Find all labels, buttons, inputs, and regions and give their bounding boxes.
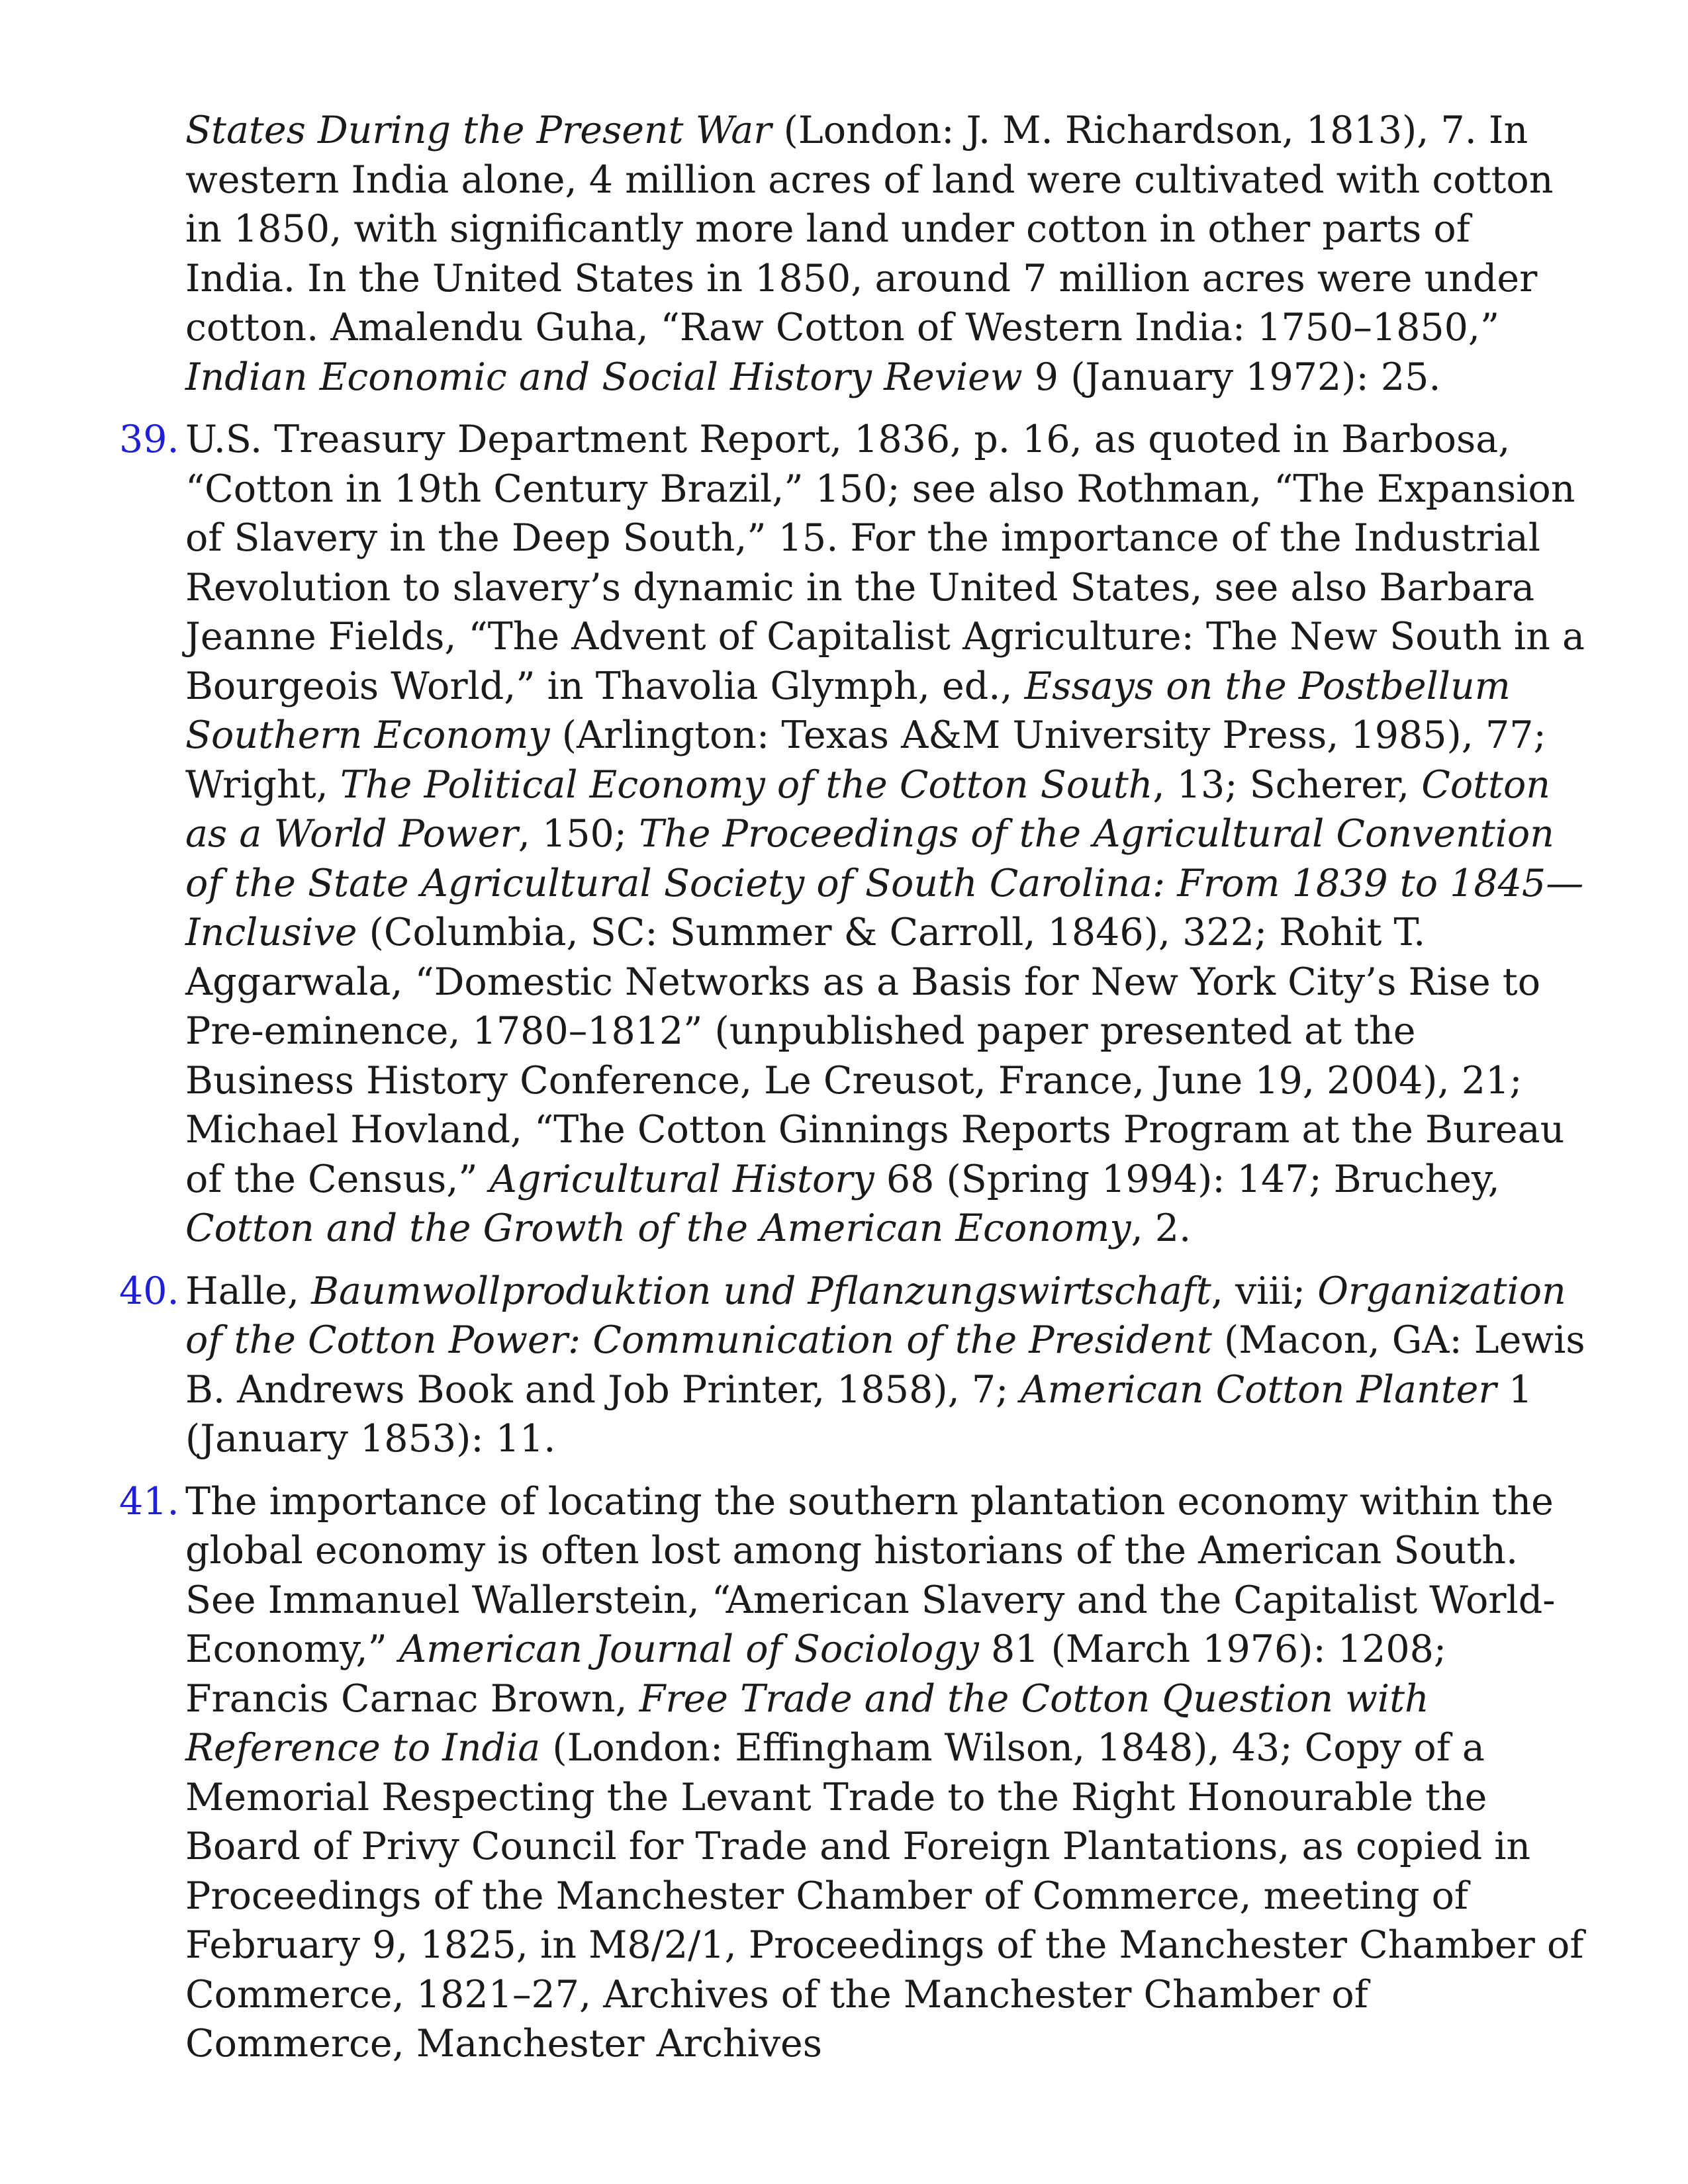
note-text-segment: Organization of the Cotton Power: Communication of the President (185, 1269, 1566, 1362)
note-text-segment: U.S. Treasury Department Report, 1836, p. 16, as quoted in Barbosa, “Cotton in 19th Century Brazil,” 150; see also Rothman, “The Expansion of Slavery in the Deep South,” 15. For the importance of the Industrial Revolution to slavery’s dynamic in the United States, see also Barbara Jeanne Fields, “The Advent of Capitalist Agriculture: The New South in a Bourgeois World,” in Thavolia Glymph, ed., (185, 418, 1585, 708)
note-text-segment: Baumwollproduktion und Pflanzungswirtschaft (311, 1269, 1211, 1313)
note-text-segment: (London: Effingham Wilson, 1848), 43; Copy of a Memorial Respecting the Levant Trade to the Right Honourable the Board of Privy Council for Trade and Foreign Plantations, as copied in Proceedings of the Manchester Chamber of Commerce, meeting of February 9, 1825, in M8/2/1, Proceedings of the Manchester Chamber of Commerce, 1821–27, Archives of the Manchester Chamber of Commerce, Manchester Archives (185, 1726, 1584, 2066)
note-number-link[interactable]: 40. (119, 1269, 179, 1313)
endnote-continued (119, 106, 1589, 402)
note-text-segment: , 13; Scherer, (1152, 762, 1422, 807)
note-text-segment: The importance of locating the southern plantation economy within the global economy is often lost among historians of the American South. See Immanuel Wallerstein, “American Slavery and the Capitalist World-Economy,” (185, 1479, 1556, 1671)
note-text-segment: (London: J. M. Richardson, 1813), 7. In western India alone, 4 million acres of land were cultivated with cotton in 1850, with significantly more land under cotton in other parts of India. In the United States in 1850, around 7 million acres were under cotton. Amalendu Guha, “Raw Cotton of Western India: 1750–1850,” (185, 109, 1554, 349)
note-text-segment: 81 (March 1976): 1208; Francis Carnac Brown, (185, 1627, 1447, 1721)
note-text-segment: (Macon, GA: Lewis B. Andrews Book and Job Printer, 1858), 7; (185, 1318, 1585, 1412)
note-text-segment: Free Trade and the Cotton Question with Reference to India (185, 1676, 1429, 1770)
note-text-segment: States During the Present War (185, 109, 772, 152)
note-text-segment: Halle, (185, 1269, 312, 1313)
endnotes-list (119, 106, 1589, 2082)
note-text-segment: American Journal of Sociology (399, 1627, 979, 1671)
note-text-segment: , 2. (1131, 1206, 1192, 1250)
note-text-segment: 68 (Spring 1994): 147; Bruchey, (874, 1157, 1500, 1201)
note-text-segment: Essays on the Postbellum Southern Economy (185, 664, 1511, 757)
note-text-segment: Indian Economic and Social History Review (185, 355, 1023, 399)
note-text-segment: The Proceedings of the Agricultural Convention of the State Agricultural Society of South Carolina: From 1839 to 1845—Inclusive (185, 812, 1584, 954)
endnote-39 (119, 415, 1589, 1253)
note-text-segment: Cotton and the Growth of the American Economy (185, 1206, 1131, 1250)
note-text-segment: (Arlington: Texas A&M University Press, 1985), 77; Wright, (185, 713, 1546, 807)
note-text-segment: 1 (January 1853): 11. (185, 1367, 1533, 1461)
note-text-segment: American Cotton Planter (1020, 1367, 1497, 1412)
note-text-segment: Cotton as a World Power (185, 762, 1550, 856)
note-text-segment: , 150; (518, 812, 639, 856)
note-number-link[interactable]: 39. (119, 418, 179, 461)
note-number-link[interactable]: 41. (119, 1479, 179, 1524)
note-text-segment: Agricultural History (489, 1157, 874, 1201)
endnote-40 (119, 1267, 1589, 1464)
note-text-segment: 9 (January 1972): 25. (1022, 355, 1441, 399)
endnote-41 (119, 1477, 1589, 2069)
note-text-segment: The Political Economy of the Cotton South (340, 762, 1153, 807)
note-text-segment: , viii; (1211, 1269, 1318, 1313)
note-text-segment: (Columbia, SC: Summer & Carroll, 1846), 322; Rohit T. Aggarwala, “Domestic Networks as a Basis for New York City’s Rise to Pre-eminence, 1780–1812” (unpublished paper presented at the Business History Conference, Le Creusot, France, June 19, 2004), 21; Michael Hovland, “The Cotton Ginnings Reports Program at the Bureau of the Census,” (185, 911, 1565, 1201)
